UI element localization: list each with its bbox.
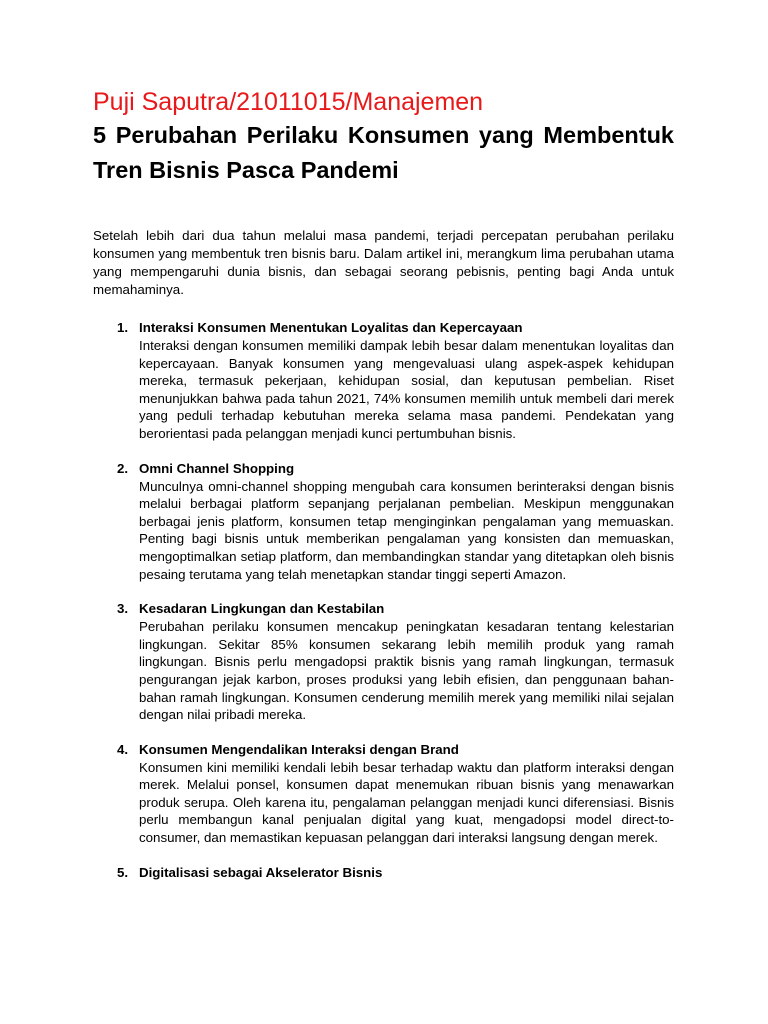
author-line: Puji Saputra/21011015/Manajemen xyxy=(93,88,484,116)
list-item xyxy=(93,319,674,443)
item-title: Konsumen Mengendalikan Interaksi dengan Brand xyxy=(139,741,459,757)
item-body: Interaksi dengan konsumen memiliki dampak lebih besar dalam menentukan loyalitas dan kepercayaan. Banyak konsumen yang mengevaluasi ulang aspek-aspek kehidupan mereka, termasuk pekerjaan, kehidupan sosial, dan keputusan pembelian. Riset menunjukkan bahwa pada tahun 2021, 74% konsumen memilih untuk membeli dari merek yang peduli terhadap kebutuhan mereka selama masa pandemi. Pendekatan yang berorientasi pada pelanggan menjadi kunci pertumbuhan bisnis. xyxy=(139,338,674,441)
item-number: 4. xyxy=(117,741,129,757)
item-number: 1. xyxy=(117,320,129,335)
item-number: 3. xyxy=(117,601,129,617)
list-item xyxy=(93,864,674,882)
item-title: Interaksi Konsumen Menentukan Loyalitas dan Kepercayaan xyxy=(139,320,523,335)
item-number: 2. xyxy=(117,460,129,476)
intro-paragraph: Setelah lebih dari dua tahun melalui masa pandemi, terjadi percepatan perubahan perilaku konsumen yang membentuk tren bisnis baru. Dalam artikel ini, merangkum lima perubahan utama yang mempengaruhi dunia bisnis, dan sebagai seorang pebisnis, penting bagi Anda untuk memahaminya. xyxy=(93,228,674,297)
change-list xyxy=(93,319,674,882)
list-item xyxy=(93,460,674,584)
item-body: Munculnya omni-channel shopping mengubah cara konsumen berinteraksi dengan bisnis melalui berbagai platform sepanjang perjalanan pembelian. Meskipun menggunakan berbagai jenis platform, konsumen tetap menginginkan pengalaman yang memuaskan. Penting bagi bisnis untuk memberikan pengalaman yang konsisten dan memuaskan, mengoptimalkan setiap platform, dan membandingkan standar yang ditetapkan oleh bisnis pesaing terutama yang telah menetapkan standar tinggi seperti Amazon. xyxy=(139,478,674,582)
item-body: Perubahan perilaku konsumen mencakup peningkatan kesadaran tentang kelestarian lingkungan. Sekitar 85% konsumen sekarang lebih memilih produk yang ramah lingkungan. Bisnis perlu mengadopsi praktik bisnis yang ramah lingkungan, termasuk pengurangan jejak karbon, proses produksi yang lebih efisien, dan penggunaan bahan-bahan ramah lingkungan. Konsumen cenderung memilih merek yang memiliki nilai sejalan dengan nilai pribadi mereka. xyxy=(139,619,674,723)
item-number: 5. xyxy=(117,864,129,880)
item-body: Konsumen kini memiliki kendali lebih besar terhadap waktu dan platform interaksi dengan merek. Melalui ponsel, konsumen dapat menemukan ribuan bisnis yang menawarkan produk serupa. Oleh karena itu, pengalaman pelanggan menjadi kunci diferensiasi. Bisnis perlu membangun kanal penjualan digital yang kuat, mengadopsi model direct-to-consumer, dan memastikan kepuasan pelanggan dari interaksi langsung dengan merek. xyxy=(139,759,674,846)
item-title: Digitalisasi sebagai Akselerator Bisnis xyxy=(139,864,383,880)
list-item xyxy=(93,600,674,724)
list-item xyxy=(93,741,674,847)
document-title: 5 Perubahan Perilaku Konsumen yang Membentuk Tren Bisnis Pasca Pandemi xyxy=(93,122,674,183)
item-title: Omni Channel Shopping xyxy=(139,460,295,476)
item-title: Kesadaran Lingkungan dan Kestabilan xyxy=(139,601,385,617)
document-page xyxy=(93,86,674,899)
